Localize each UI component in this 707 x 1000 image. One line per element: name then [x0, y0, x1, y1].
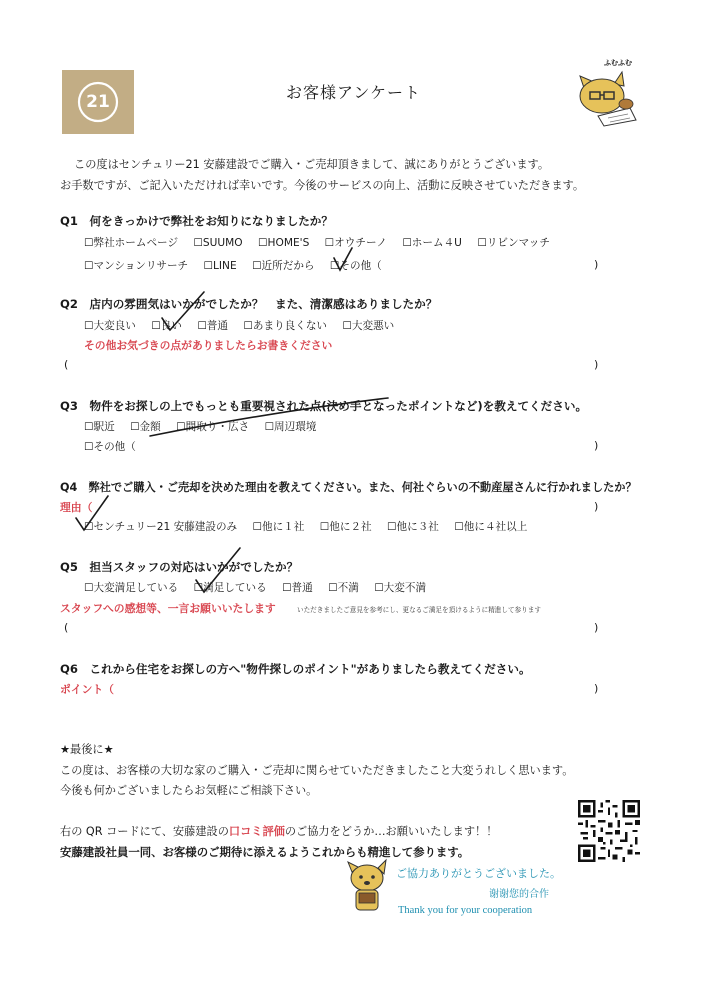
q2-option[interactable]: ☐普通 — [197, 320, 228, 332]
q2-open-paren: ( — [64, 358, 69, 371]
q1-options-row-1 — [84, 235, 562, 250]
q1-option[interactable]: ☐SUUMO — [193, 237, 243, 249]
q4-option[interactable]: ☐他に２社 — [319, 521, 372, 533]
q2-options — [84, 318, 406, 333]
q5-option[interactable]: ☐満足している — [193, 582, 267, 594]
thanks-japanese: ご協力ありがとうございました。 — [396, 867, 561, 880]
q3-close-paren: ) — [594, 439, 599, 452]
q5-open-paren: ( — [64, 621, 69, 634]
q2-option[interactable]: ☐あまり良くない — [243, 320, 328, 332]
q6-label: ポイント（ — [60, 683, 114, 696]
q4-close-paren: ) — [594, 500, 599, 513]
q1-option[interactable]: ☐近所だから — [252, 260, 315, 272]
intro-line-1: この度はセンチュリー21 安藤建設でご購入・ご売却頂きまして、誠にありがとうございます。 — [74, 158, 550, 171]
q1-option[interactable]: ☐HOME'S — [258, 237, 310, 249]
q4-option[interactable]: ☐他に１社 — [252, 521, 305, 533]
mascot-caption: ふむふむ — [604, 59, 632, 67]
q6-close-paren: ) — [594, 682, 599, 695]
closing-line-1: この度は、お客様の大切な家のご購入・ご売却に関らせていただきましたこと大変うれしく思います。 — [60, 764, 574, 777]
q3-option-other[interactable]: ☐その他（ — [84, 441, 136, 453]
q6-answer-field[interactable] — [122, 682, 586, 698]
closing-line-2: 今後も何かございましたらお気軽にご相談下さい。 — [60, 784, 318, 797]
q1-option[interactable]: ☐リビンマッチ — [477, 237, 550, 249]
q2-question: Q2 店内の雰囲気はいかがでしたか？ また、清潔感はありましたか？ — [60, 297, 438, 311]
q5-prompt: スタッフへの感想等、一言お願いいたします — [60, 602, 276, 615]
q5-question: Q5 担当スタッフの対応はいかがでしたか？ — [60, 560, 299, 574]
q5-answer-field[interactable] — [76, 621, 586, 637]
q1-option[interactable]: ☐LINE — [203, 260, 237, 272]
q4-option[interactable]: ☐他に４社以上 — [454, 521, 528, 533]
q5-option[interactable]: ☐普通 — [282, 582, 313, 594]
closing-heading: ★最後に★ — [60, 743, 114, 756]
q1-question: Q1 何をきっかけで弊社をお知りになりましたか？ — [60, 214, 333, 228]
q3-option[interactable]: ☐駅近 — [84, 421, 115, 433]
intro-line-2: お手数ですが、ご記入いただければ幸いです。今後のサービスの向上、活動に反映させていただきます。 — [60, 179, 585, 192]
q3-options — [84, 419, 328, 434]
q3-question: Q3 物件をお探しの上でもっとも重要視された点(決め手となったポイントなど)を教えてください。 — [60, 399, 588, 413]
q6-question: Q6 これから住宅をお探しの方へ"物件探しのポイント"がありましたら教えてください。 — [60, 662, 531, 676]
q3-option[interactable]: ☐周辺環境 — [264, 421, 317, 433]
qr-request-highlight: 口コミ評価 — [228, 825, 285, 838]
qr-request-post: のご協力をどうか…お願いいたします！！ — [284, 825, 498, 838]
qr-request-pre: 右の QR コードにて、安藤建設の — [60, 825, 229, 838]
q2-option[interactable]: ☐大変良い — [84, 320, 136, 332]
q4-option[interactable]: ☐他に３社 — [387, 521, 439, 533]
q5-note: いただきましたご意見を参考にし、更なるご満足を頂けるように精進して参ります — [297, 606, 541, 614]
q4-options — [84, 519, 539, 534]
q1-option[interactable]: ☐ホーム４U — [402, 237, 462, 249]
q2-prompt: その他お気づきの点がありましたらお書きください — [84, 339, 333, 352]
q5-option[interactable]: ☐大変不満 — [374, 582, 427, 594]
q4-question: Q4 弊社でご購入・ご売却を決めた理由を教えてください。また、何社ぐらいの不動産屋さんに行かれましたか？ — [60, 481, 637, 494]
mascot-reading-icon — [570, 58, 648, 128]
q1-option[interactable]: ☐弊社ホームページ — [84, 237, 179, 249]
q2-close-paren: ) — [594, 358, 599, 371]
qr-code-icon[interactable] — [578, 800, 640, 862]
q5-close-paren: ) — [594, 621, 599, 634]
q2-answer-field[interactable] — [76, 358, 586, 374]
q1-option[interactable]: ☐その他（ — [329, 260, 382, 272]
q2-option[interactable]: ☐良い — [151, 320, 182, 332]
logo-text: 21 — [86, 92, 110, 112]
q5-option[interactable]: ☐不満 — [328, 582, 359, 594]
q2-option[interactable]: ☐大変悪い — [342, 320, 395, 332]
closing-final: 安藤建設社員一同、お客様のご期待に添えるようこれからも精進して参ります。 — [60, 845, 470, 859]
q3-option[interactable]: ☐間取り・広さ — [176, 421, 250, 433]
q5-options — [84, 580, 438, 595]
page-title: お客様アンケート — [285, 83, 422, 102]
q4-reason-label: 理由（ — [60, 501, 93, 514]
q3-option[interactable]: ☐金額 — [130, 421, 161, 433]
thanks-chinese: 谢谢您的合作 — [489, 889, 549, 900]
q1-option[interactable]: ☐マンションリサーチ — [84, 260, 189, 272]
thanks-english: Thank you for your cooperation — [398, 905, 533, 916]
q1-close-paren: ) — [594, 258, 599, 271]
mascot-thanks-icon — [344, 858, 390, 914]
q4-option[interactable]: ☐センチュリー21 安藤建設のみ — [84, 521, 238, 533]
q1-option[interactable]: ☐オウチーノ — [324, 237, 387, 249]
q1-options-row-2 — [84, 258, 394, 273]
qr-request — [60, 823, 497, 839]
q5-option[interactable]: ☐大変満足している — [84, 582, 179, 594]
q4-reason-field[interactable] — [100, 500, 586, 516]
